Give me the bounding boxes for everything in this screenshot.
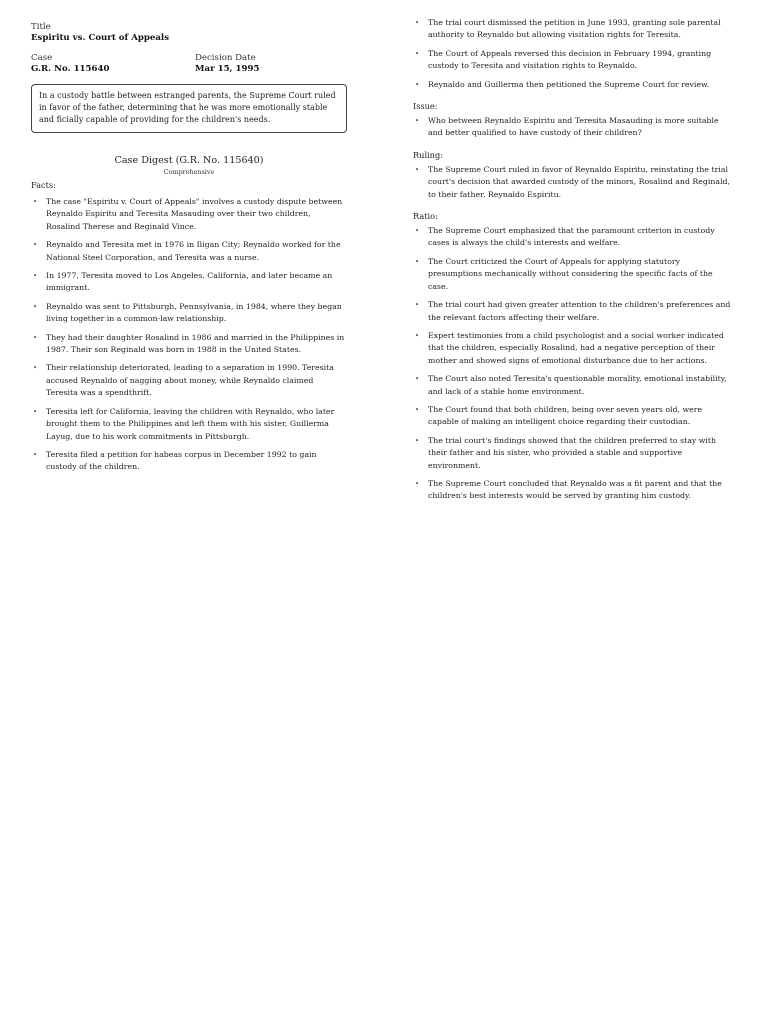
case-block [31, 53, 195, 75]
summary-box: In a custody battle between estranged parents, the Supreme Court ruled in favor of the father, determining that he was more emotionally stable and ficially capable of providing for the children's needs. [31, 84, 347, 133]
case-label: Case [31, 53, 53, 63]
list-item: • Their relationship deteriorated, leading to a separation in 1990. Teresita accused Reynaldo of nagging about money, while Reynaldo claimed Teresita was a spendthrift. [31, 362, 347, 399]
list-item: • Teresita filed a petition for habeas corpus in December 1992 to gain custody of the children. [31, 449, 347, 474]
list-item: • The trial court dismissed the petition in June 1993, granting sole parental authority to Reynaldo but allowing visitation rights for Teresita. [413, 17, 731, 42]
list-item: • The Supreme Court emphasized that the paramount criterion in custody cases is always the child's interests and welfare. [413, 225, 731, 250]
ruling-heading: Ruling: [413, 149, 443, 160]
list-item: • The Court found that both children, being over seven years old, were capable of making an intelligent choice regarding their custodian. [413, 404, 731, 429]
list-item: • The Supreme Court concluded that Reynaldo was a fit parent and that the children's best interests would be served by granting him custody. [413, 478, 731, 503]
list-item: • Reynaldo and Teresita met in 1976 in Iligan City; Reynaldo worked for the National Steel Corporation, and Teresita was a nurse. [31, 239, 347, 264]
decision-date-value: Mar 15, 1995 [195, 64, 260, 74]
title-label: Title [31, 22, 51, 32]
facts-heading: Facts: [31, 180, 56, 190]
right-column [413, 17, 731, 509]
title-block [31, 22, 347, 44]
list-item: • Who between Reynaldo Espiritu and Teresita Masauding is more suitable and better qualified to have custody of their children? [413, 115, 731, 140]
case-number: G.R. No. 115640 [31, 64, 110, 74]
title-value: Espiritu vs. Court of Appeals [31, 33, 170, 43]
list-item: • Reynaldo was sent to Pittsburgh, Pennsylvania, in 1984, where they began living together in a common-law relationship. [31, 301, 347, 326]
facts-continued-list [413, 17, 731, 91]
left-column [31, 22, 347, 480]
issue-list [413, 115, 731, 140]
decision-date-label: Decision Date [195, 53, 256, 63]
case-meta-row [31, 53, 347, 75]
list-item: • The case "Espiritu v. Court of Appeals" involves a custody dispute between Reynaldo Espiritu and Teresita Masauding over their two children, Rosalind Therese and Reginald Vince. [31, 196, 347, 233]
date-block [195, 53, 347, 75]
list-item: • Reynaldo and Guillerma then petitioned the Supreme Court for review. [413, 79, 731, 91]
list-item: • The trial court's findings showed that the children preferred to stay with their father and his sister, who provided a stable and supportive environment. [413, 435, 731, 472]
list-item: • The Supreme Court ruled in favor of Reynaldo Espiritu, reinstating the trial court's decision that awarded custody of the minors, Rosalind and Reginald, to their father, Reynaldo Espiritu. [413, 164, 731, 201]
ruling-list [413, 164, 731, 201]
ratio-list [413, 225, 731, 503]
list-item: • Expert testimonies from a child psychologist and a social worker indicated that the children, especially Rosalind, had a negative perception of their mother and showed signs of emotional disturbance due to her actions. [413, 330, 731, 367]
list-item: • Teresita left for California, leaving the children with Reynaldo, who later brought them to the Philippines and left them with his sister, Guillerma Layug, due to his work commitments in Pittsburgh. [31, 406, 347, 443]
list-item: • The Court criticized the Court of Appeals for applying statutory presumptions mechanically without considering the specific facts of the case. [413, 256, 731, 293]
ratio-heading: Ratio: [413, 211, 438, 222]
issue-heading: Issue: [413, 101, 438, 112]
facts-list [31, 196, 347, 474]
list-item: • In 1977, Teresita moved to Los Angeles, California, and later became an immigrant. [31, 270, 347, 295]
list-item: • They had their daughter Rosalind in 1986 and married in the Philippines in 1987. Their son Reginald was born in 1988 in the United States. [31, 332, 347, 357]
digest-title: Case Digest (G.R. No. 115640) [114, 155, 264, 166]
list-item: • The trial court had given greater attention to the children's preferences and the relevant factors affecting their welfare. [413, 299, 731, 324]
list-item: • The Court of Appeals reversed this decision in February 1994, granting custody to Teresita and visitation rights to Reynaldo. [413, 48, 731, 73]
list-item: • The Court also noted Teresita's questionable morality, emotional instability, and lack of a stable home environment. [413, 373, 731, 398]
digest-subtitle: Comprehensive [163, 168, 215, 176]
